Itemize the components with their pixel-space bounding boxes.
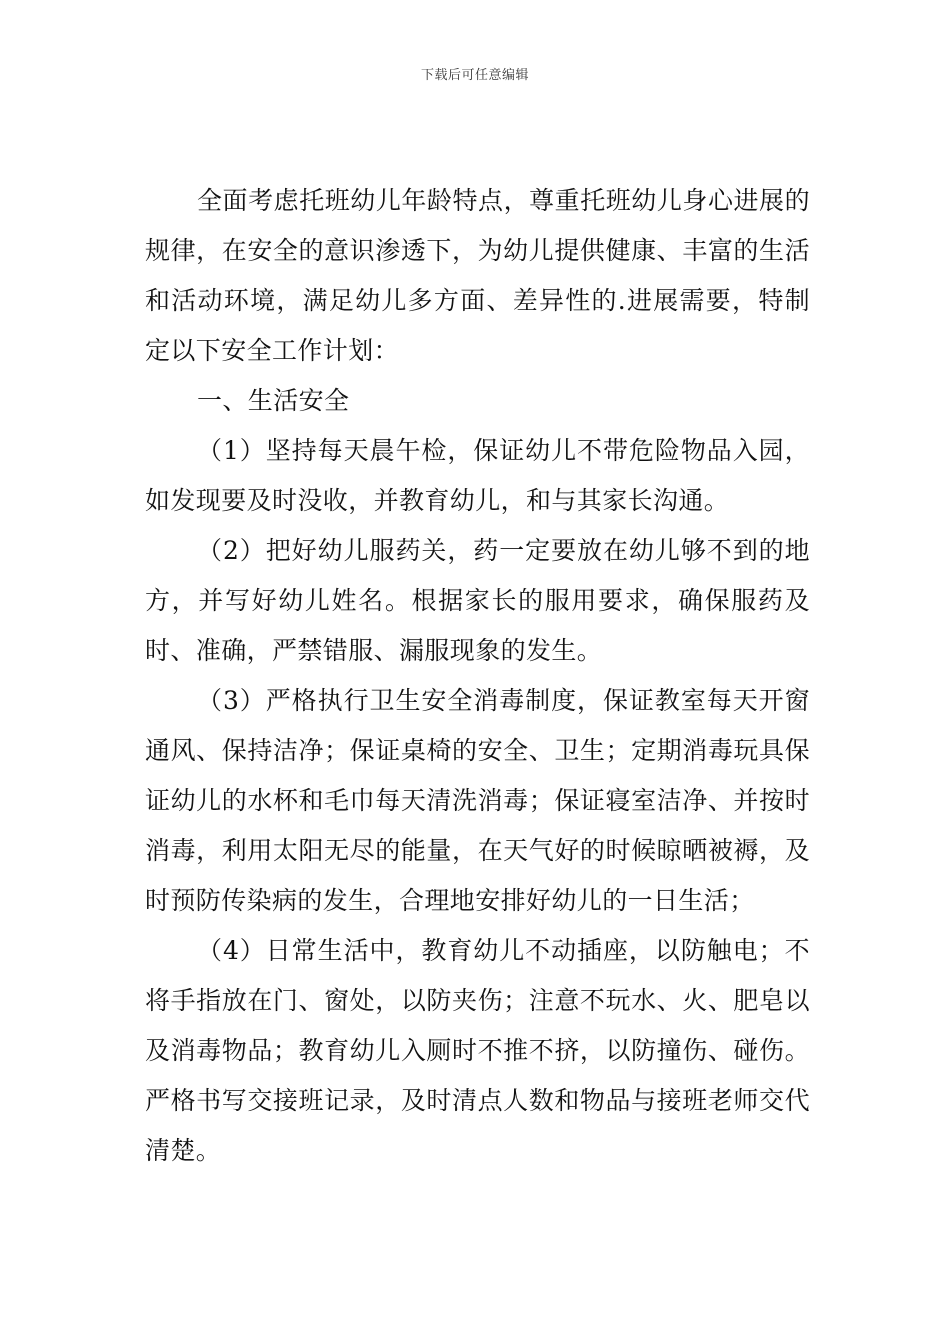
paragraph-item-3: （3）严格执行卫生安全消毒制度，保证教室每天开窗通风、保持洁净；保证桌椅的安全、卫生；定期消毒玩具保证幼儿的水杯和毛巾每天清洗消毒；保证寝室洁净、并按时消毒，利用太阳无尽的能量，在天气好的时候晾晒被褥，及时预防传染病的发生，合理地安排好幼儿的一日生活； (145, 686, 810, 915)
paragraph-item-2: （2）把好幼儿服药关，药一定要放在幼儿够不到的地方，并写好幼儿姓名。根据家长的服用要求，确保服药及时、准确，严禁错服、漏服现象的发生。 (145, 536, 810, 665)
section-heading-life-safety: 一、生活安全 (197, 386, 350, 415)
paragraph-item-1: （1）坚持每天晨午检，保证幼儿不带危险物品入园，如发现要及时没收，并教育幼儿，和与其家长沟通。 (145, 436, 810, 515)
header-note: 下载后可任意编辑 (420, 68, 529, 83)
paragraph-item-4: （4）日常生活中，教育幼儿不动插座，以防触电；不将手指放在门、窗处，以防夹伤；注意不玩水、火、肥皂以及消毒物品；教育幼儿入厕时不推不挤，以防撞伤、碰伤。严格书写交接班记录，及时清点人数和物品与接班老师交代清楚。 (145, 936, 810, 1165)
paragraph-intro: 全面考虑托班幼儿年龄特点，尊重托班幼儿身心进展的规律，在安全的意识渗透下，为幼儿提供健康、丰富的生活和活动环境，满足幼儿多方面、差异性的.进展需要，特制定以下安全工作计划： (145, 186, 810, 365)
document-body (145, 176, 810, 1176)
